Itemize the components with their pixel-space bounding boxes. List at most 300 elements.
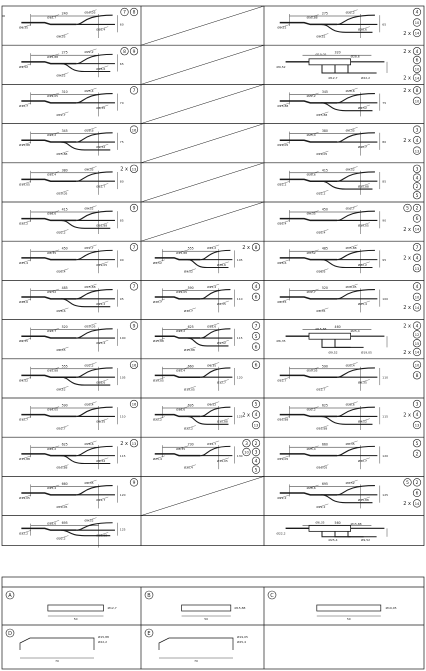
pipe-branch — [348, 65, 377, 73]
diameter-label: Ø15,88 — [96, 223, 108, 228]
dimension-value: 65 — [119, 61, 124, 66]
dimension-value: 380 — [61, 168, 68, 173]
diameter-label: Ø28,6 — [306, 172, 316, 177]
diameter-label: Ø9,52 — [328, 350, 338, 355]
item-number: 13 — [414, 423, 420, 428]
diameter-label: Ø9,52 — [345, 481, 355, 486]
diameter-label: Ø25,4 — [345, 363, 355, 368]
middle-column-cell — [153, 439, 260, 473]
diameter-label: Ø9,52 — [19, 378, 29, 383]
diameter-label: Ø28,6 — [345, 89, 355, 94]
diameter-label: Ø28,6 — [176, 407, 186, 412]
dimension-value: 590 — [187, 285, 194, 290]
diameter-label: Ø12,7 — [357, 458, 367, 463]
pipe-trunk — [280, 493, 337, 495]
left-column-cell — [19, 400, 138, 430]
diameter-label: Ø19,05 — [47, 94, 59, 99]
item-number: 5 — [254, 468, 258, 474]
dimension-value: 115 — [236, 336, 243, 341]
diameter-label: Ø22,2 — [84, 363, 94, 368]
diameter-label: Ø25,4 — [56, 269, 66, 274]
legend-part-a — [6, 591, 117, 621]
diameter-label: Ø19,05 — [237, 635, 248, 639]
diameter-label: Ø9,52 — [216, 341, 226, 346]
legend-part-b — [145, 591, 246, 621]
diameter-label: Ø15,88 — [176, 250, 188, 255]
diameter-label: Ø28,6 — [277, 260, 287, 265]
dimension-value: 90 — [382, 218, 387, 223]
item-number: 5 — [406, 206, 409, 212]
diameter-label: Ø25,4 — [96, 341, 106, 346]
diameter-label: Ø25,4 — [328, 538, 338, 543]
diameter-label: Ø19,05 — [277, 143, 289, 148]
pipe-branch — [200, 368, 230, 377]
item-number: 4 — [415, 10, 419, 16]
pipe-trunk — [155, 297, 201, 299]
diameter-label: Ø6,35 — [306, 211, 316, 216]
diameter-label: Ø12,7 — [277, 378, 287, 383]
pipe-trunk — [280, 219, 337, 221]
dimension-value: 65 — [382, 22, 387, 27]
diameter-label: Ø15,88 — [84, 285, 96, 290]
diameter-label: Ø6,35 — [84, 481, 94, 486]
dimension-value: 625 — [187, 325, 194, 330]
pipe-trunk — [21, 23, 76, 25]
diameter-label: Ø12,7 — [345, 206, 355, 211]
item-number: 2 — [415, 185, 419, 191]
pipe-trunk — [21, 140, 76, 142]
diameter-label: Ø19,05 — [306, 368, 318, 373]
right-column-cell — [277, 243, 420, 273]
empty-cell-diagonal — [141, 84, 264, 123]
table-grid — [2, 6, 424, 546]
diameter-label: Ø9,52 — [357, 106, 367, 111]
dimension-value: 555 — [61, 364, 68, 369]
item-number: 2 — [254, 441, 258, 447]
diameter-label: Ø19,05 — [357, 223, 369, 228]
dimension-value: 90 — [119, 257, 124, 262]
item-number: 8 — [254, 245, 258, 251]
item-number: 7 — [132, 285, 136, 291]
quantity-prefix: 2 x — [403, 412, 411, 419]
diameter-label: Ø9,52 — [277, 25, 287, 30]
diameter-label: Ø9,52 — [316, 34, 326, 39]
dimension-value: 60 — [119, 22, 124, 27]
dimension-value: 450 — [61, 246, 68, 251]
middle-column-cell — [153, 322, 260, 352]
item-number: 7 — [123, 10, 126, 16]
item-number: 14 — [414, 31, 420, 36]
pipe-trunk — [21, 62, 76, 64]
quantity-prefix: 2 x — [242, 412, 250, 419]
item-number: 10 — [414, 99, 420, 104]
empty-cell-diagonal — [141, 202, 264, 241]
diameter-label: Ø19,05 — [316, 152, 328, 157]
diameter-label: Ø25,4 — [350, 328, 360, 333]
item-number: 2 — [415, 481, 419, 487]
diameter-label: Ø22,2 — [345, 10, 355, 15]
item-number: 4 — [254, 459, 258, 465]
item-number: 16 — [131, 128, 137, 133]
diameter-label: Ø28,6 — [207, 324, 217, 329]
pipe-branch — [200, 446, 230, 455]
part-letter: A — [8, 593, 12, 599]
item-number: 10 — [414, 67, 420, 72]
pipe-trunk — [21, 336, 76, 338]
diameter-label: Ø22,2 — [276, 531, 286, 536]
part-letter: E — [147, 631, 151, 637]
dimension-value: 660 — [321, 442, 328, 447]
diameter-label: Ø25,4 — [96, 27, 106, 32]
part-letter: C — [270, 593, 274, 599]
pipe-branch — [322, 339, 351, 347]
dimension-value: 75 — [119, 140, 124, 145]
item-number: 9 — [132, 324, 136, 330]
diameter-label: Ø15,88 — [357, 184, 369, 189]
pipe-trunk — [280, 415, 337, 417]
empty-cell-diagonal — [141, 124, 264, 163]
right-column-cell — [277, 400, 420, 430]
diameter-label: Ø6,35 — [47, 250, 57, 255]
item-number: 14 — [414, 306, 420, 311]
diameter-label: Ø19,05 — [96, 262, 108, 267]
dimension-value: 85 — [382, 179, 387, 184]
diameter-label: Ø6,35 — [96, 106, 106, 111]
diameter-label: Ø15,88 — [56, 465, 68, 470]
pipe-piece — [317, 605, 381, 611]
diameter-label: Ø12,7 — [306, 290, 316, 295]
dimension-value: 70 — [119, 101, 124, 105]
part-letter: D — [8, 631, 12, 637]
dimension-value: 125 — [119, 527, 126, 532]
quantity-prefix: 2 x — [403, 305, 411, 312]
diameter-label: Ø28,6 — [306, 486, 316, 491]
dimension-value: 275 — [321, 11, 328, 16]
item-number: 9 — [132, 206, 136, 212]
left-column-cell — [19, 479, 138, 509]
diameter-label: Ø6,35 — [19, 339, 29, 344]
item-number: 7 — [132, 245, 136, 251]
pipe-branch — [76, 172, 112, 181]
diameter-label: Ø22,2 — [19, 221, 29, 226]
empty-cell-diagonal — [141, 6, 264, 45]
dimension-value: 460 — [334, 325, 341, 330]
diameter-label: Ø15,88 — [98, 635, 109, 639]
dimension-value: 660 — [187, 364, 194, 369]
item-number: 13 — [253, 423, 259, 428]
diameter-label: Ø15,88 — [152, 339, 164, 344]
pipe-branch — [200, 290, 230, 299]
dimension-value: 730 — [187, 442, 194, 447]
left-column-cell — [19, 361, 138, 391]
dimension-value: 120 — [119, 493, 126, 497]
pipe-branch — [200, 329, 230, 338]
item-number: 16 — [131, 363, 137, 368]
diameter-label: Ø22,2 — [96, 302, 106, 307]
pipe-trunk — [21, 493, 76, 495]
right-column-cell — [277, 322, 421, 356]
table-frame — [2, 6, 424, 546]
diameter-label: Ø6,35 — [96, 419, 106, 424]
middle-column-cell — [141, 476, 264, 515]
pipe-branch — [76, 133, 112, 142]
middle-column-cell — [153, 283, 260, 313]
legend-grid — [2, 577, 424, 669]
pipe-branch — [337, 211, 375, 220]
pipe-branch — [337, 94, 375, 103]
pipe-branch — [76, 329, 112, 338]
legend-part-c — [268, 591, 397, 621]
diameter-label: Ø22,2 — [84, 49, 94, 54]
diameter-label: Ø22,2 — [306, 94, 316, 99]
pipe-piece — [182, 605, 231, 611]
legend-part-e — [145, 629, 248, 663]
middle-column-cell — [153, 243, 260, 273]
diameter-label: Ø19,05 — [316, 465, 328, 470]
item-number: 5 — [415, 441, 419, 447]
middle-column-cell — [141, 84, 264, 123]
pipe-piece — [48, 605, 104, 611]
pipe-branch — [76, 486, 112, 495]
diameter-label: Ø6,35 — [345, 128, 355, 133]
item-number: 10 — [244, 450, 249, 455]
diameter-label: Ø12,7 — [207, 441, 217, 446]
quantity-prefix: 2 x — [403, 88, 411, 95]
diameter-label: Ø25,4 — [152, 456, 162, 461]
item-number: 4 — [415, 176, 419, 182]
diameter-label: Ø15,88 — [183, 348, 195, 353]
empty-cell-diagonal — [141, 476, 264, 515]
middle-column-cell — [153, 400, 260, 430]
diameter-label: Ø12,7 — [56, 112, 66, 117]
diameter-label: Ø12,7 — [96, 498, 106, 503]
left-column-cell — [19, 126, 138, 156]
quantity-prefix: 2 x — [403, 349, 411, 356]
diameter-label: Ø22,2 — [316, 191, 326, 196]
dimension-value: 50 — [73, 617, 78, 621]
item-number: 13 — [414, 149, 420, 154]
middle-column-cell — [153, 361, 260, 391]
pipe-branch — [337, 15, 375, 24]
left-column-cell — [19, 518, 126, 548]
left-column-cell — [19, 87, 138, 117]
pipe-trunk — [21, 219, 76, 221]
dimension-value: 105 — [236, 257, 243, 262]
diameter-label: Ø28,6 — [357, 27, 367, 32]
item-number: 6 — [254, 295, 258, 301]
dimension-value: 380 — [321, 129, 328, 134]
pipe-trunk — [21, 375, 76, 377]
diameter-label: Ø6,35 — [316, 308, 326, 313]
dimension-value: 415 — [61, 207, 68, 212]
dimension-value: 345 — [61, 129, 68, 134]
quantity-prefix: 2 x — [403, 323, 411, 330]
diameter-label: Ø19,05 — [56, 504, 68, 509]
diameter-label: Ø12,7 — [19, 417, 29, 422]
item-number: 12 — [414, 333, 420, 338]
pipe-branch — [335, 531, 364, 536]
diameter-label: Ø12,7 — [96, 184, 106, 189]
part-letter: B — [147, 593, 151, 599]
pipe-branch — [337, 368, 375, 377]
diameter-label: Ø28,6 — [345, 402, 355, 407]
right-column-cell — [277, 283, 420, 313]
dimension-value: 120 — [382, 453, 389, 458]
diameter-label: Ø15,88 — [315, 326, 327, 331]
item-number: 8 — [132, 10, 136, 16]
dimension-value: 625 — [321, 403, 328, 408]
pipe-branch — [335, 339, 364, 347]
diameter-label: Ø12,7 — [47, 329, 57, 334]
diameter-label: Ø25,4 — [84, 402, 94, 407]
left-column-cell — [19, 165, 138, 195]
header-body — [309, 525, 351, 531]
item-number: 10 — [414, 295, 420, 300]
diameter-label: Ø12,7 — [152, 300, 162, 305]
item-number: 7 — [132, 89, 136, 95]
left-column-cell — [19, 439, 138, 469]
item-number: 9 — [132, 49, 136, 55]
pipe-branch — [337, 407, 375, 416]
diameter-label: Ø22,2 — [56, 230, 66, 235]
item-number: 4 — [254, 413, 258, 419]
diameter-label: Ø15,88 — [350, 522, 362, 526]
diameter-label: Ø6,35 — [207, 363, 217, 368]
pipe-trunk — [21, 528, 76, 530]
diameter-label: Ø28,6 — [350, 54, 360, 59]
dimension-value: 115 — [119, 453, 126, 458]
dimension-value: 320 — [334, 50, 341, 55]
pipe-branch — [76, 15, 112, 24]
middle-column-cell — [141, 6, 264, 45]
item-number: 3 — [254, 450, 258, 456]
diameter-label: Ø9,52 — [207, 402, 217, 407]
diameter-label: Ø6,35 — [276, 339, 286, 344]
diameter-label: Ø28,6 — [96, 380, 106, 385]
diameter-label: Ø22,2 — [152, 417, 162, 422]
left-column-cell — [19, 47, 138, 77]
quantity-prefix: 2 x — [403, 49, 411, 55]
item-number: 4 — [415, 49, 419, 55]
middle-column-cell — [141, 202, 264, 241]
pipe-branch — [76, 94, 112, 103]
diameter-label: Ø25,4 — [19, 260, 29, 265]
middle-column-cell — [141, 45, 264, 84]
pipe-trunk — [280, 23, 337, 25]
diameter-label: Ø19,05 — [277, 456, 289, 461]
dimension-value: 450 — [321, 207, 328, 212]
quantity-prefix: 2 x — [403, 255, 411, 262]
diameter-label: Ø15,88 — [277, 417, 289, 422]
diameter-label: Ø25,4 — [306, 133, 316, 138]
item-number: 14 — [414, 350, 420, 355]
item-number: 14 — [414, 227, 420, 232]
diameter-label: Ø6,35 — [216, 302, 226, 307]
item-number: 6 — [415, 217, 419, 223]
item-number: 16 — [131, 402, 137, 407]
dimension-value: 125 — [236, 414, 243, 419]
item-number: 5 — [415, 193, 419, 199]
right-column-cell — [277, 439, 420, 469]
dimension-value: 345 — [321, 89, 328, 94]
diameter-label: Ø19,05 — [84, 10, 96, 15]
dimension-value: 50 — [346, 617, 351, 621]
left-column-cell — [19, 8, 138, 38]
pipe-branch — [337, 172, 375, 181]
diameter-label: Ø6,35 — [357, 380, 367, 385]
right-column-cell — [277, 47, 421, 81]
item-number: 7 — [415, 245, 419, 251]
diameter-label: Ø22,2 — [183, 426, 193, 431]
legend-part-d — [6, 629, 109, 663]
quantity-prefix: 2 x — [403, 226, 411, 233]
item-number: 8 — [415, 89, 419, 95]
pipe-trunk — [21, 258, 76, 260]
dimension-value: 275 — [61, 50, 68, 55]
diameter-label: Ø15,88 — [234, 606, 246, 610]
dimension-value: 560 — [334, 521, 341, 526]
left-column-cell — [19, 283, 138, 313]
diameter-label: Ø6,35 — [56, 34, 66, 39]
diameter-label: Ø28,6 — [56, 308, 66, 313]
dimension-value: 660 — [61, 481, 68, 486]
item-number: 6 — [415, 491, 419, 497]
item-number: 5 — [406, 481, 409, 487]
dimension-value: 310 — [61, 89, 68, 94]
dimension-value: 100 — [119, 336, 126, 341]
quantity-prefix: 2 x — [403, 30, 411, 37]
dimension-value: 95 — [382, 257, 387, 262]
dimension-value: 415 — [321, 168, 328, 173]
diameter-label: Ø22,2 — [19, 531, 29, 536]
diameter-label: Ø22,2 — [306, 407, 316, 412]
reducer-piece — [159, 638, 233, 650]
dimension-value: 110 — [119, 414, 126, 419]
item-number: 9 — [132, 481, 136, 487]
diameter-label: Ø22,2 — [176, 329, 186, 334]
dimension-value: 695 — [187, 403, 194, 408]
pipe-branch — [76, 250, 112, 259]
pipe-trunk — [155, 336, 201, 338]
diameter-label: Ø15,88 — [316, 112, 328, 117]
pipe-trunk — [280, 140, 337, 142]
diameter-label: Ø25,4 — [47, 486, 57, 491]
quantity-prefix: 2 x — [120, 166, 128, 173]
diameter-label: Ø9,52 — [276, 64, 286, 69]
item-number: 14 — [414, 502, 420, 507]
legend-frame — [2, 577, 424, 669]
diameter-label: Ø19,05 — [19, 496, 30, 501]
pipe-branch — [322, 531, 351, 536]
item-number: 8 — [415, 374, 419, 379]
pipe-trunk — [155, 258, 201, 260]
pipe-trunk — [155, 454, 201, 456]
diameter-label: Ø12,7 — [316, 387, 326, 392]
diameter-label: Ø28,6 — [47, 521, 57, 526]
diameter-label: Ø25,4 — [277, 221, 287, 226]
dimension-value: 70 — [55, 659, 59, 663]
diameter-label: Ø28,6 — [96, 66, 106, 71]
header-body — [309, 333, 351, 339]
diameter-label: Ø9,52 — [96, 145, 106, 150]
item-number: 4 — [415, 285, 419, 291]
diameter-label: Ø19,05 — [345, 285, 357, 290]
quantity-prefix: 2 x — [403, 75, 411, 82]
dimension-value: 110 — [382, 375, 389, 380]
dimension-value: 70 — [194, 659, 198, 663]
dimension-value: 100 — [382, 297, 389, 301]
diameter-label: Ø12,7 — [183, 308, 193, 313]
